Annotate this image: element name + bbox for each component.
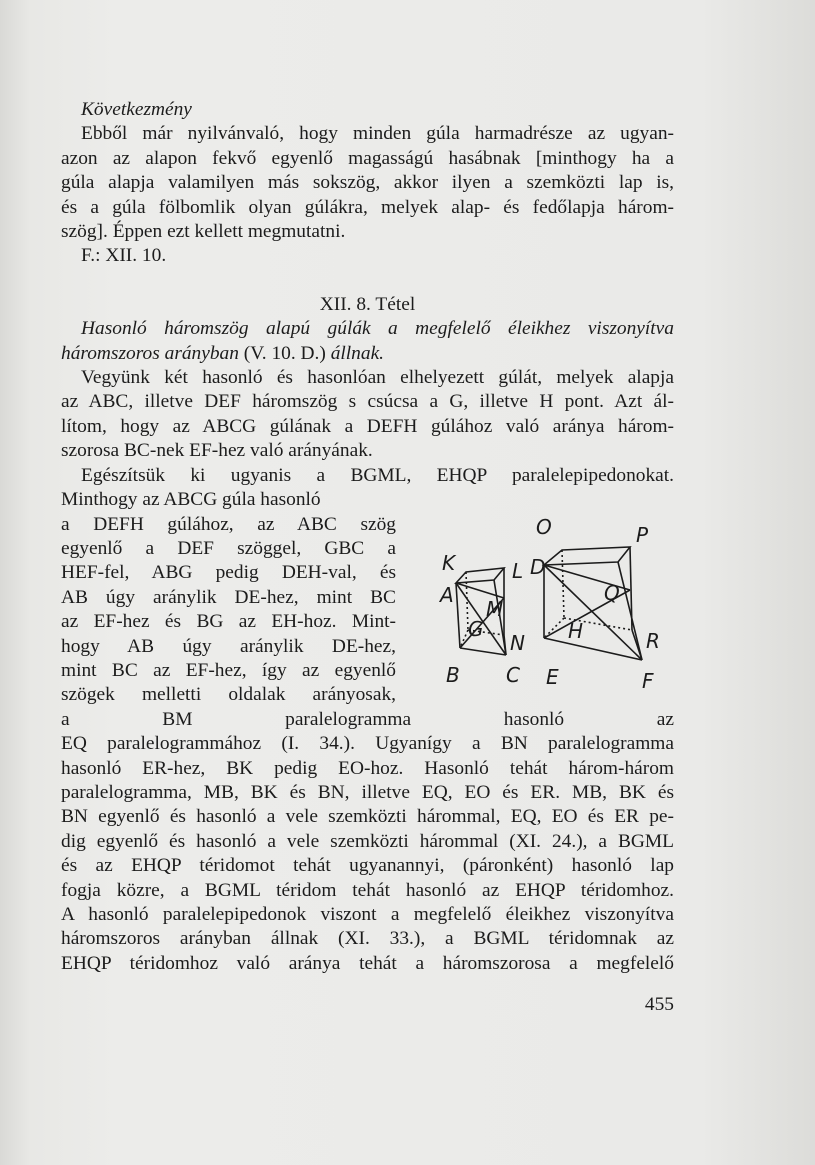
text-line: és az EHQP téridomot tehát ugyanannyi, (páronként) hasonló lap	[61, 855, 674, 877]
figure-label: F	[642, 669, 654, 691]
text-line: szorosa BC-nek EF-hez való arányának.	[61, 440, 373, 462]
figure-label: K	[442, 551, 456, 576]
figure-label: M	[486, 597, 504, 622]
theorem-title: XII. 8. Tétel	[319, 293, 416, 315]
text-line: a DEFH gúlához, az ABC szög	[61, 513, 396, 535]
text-line: Hasonló háromszög alapú gúlák a megfelelő éleikhez viszonyítva	[81, 318, 674, 340]
text-line: mint BC az EF-hez, így az egyenlő	[61, 659, 396, 681]
pyramid-diagram	[406, 490, 674, 690]
figure-label: E	[546, 665, 559, 690]
text-line: fogja közre, a BGML téridom tehát hasonló az EHQP téridomhoz.	[61, 879, 674, 901]
figure-label: A	[440, 583, 454, 608]
text-line	[61, 342, 674, 366]
figure-label: G	[468, 617, 484, 642]
page-number: 455	[644, 994, 674, 1015]
text-line: Minthogy az ABCG gúla hasonló	[61, 489, 321, 511]
edge	[456, 583, 504, 598]
text-line: A hasonló paralelepipedonok viszont a megfelelő éleikhez viszonyítva	[61, 904, 674, 925]
text-line: lítom, hogy az ABCG gúlának a DEFH gúlához való aránya három-	[61, 415, 674, 437]
paragraph-1	[61, 122, 674, 244]
figure-label: L	[512, 559, 524, 584]
theorem-ref: (V. 10. D.)	[238, 342, 331, 364]
text-line: háromszoros arányban állnak (XI. 33.), a BGML téridomnak az	[61, 928, 674, 950]
theorem-text: állnak.	[330, 342, 385, 364]
hidden-edge	[460, 630, 468, 648]
figure-label: H	[568, 619, 584, 644]
text-line: EQ paralelogrammához (I. 34.). Ugyanígy a BN paralelogramma	[61, 733, 674, 755]
figure-label: R	[646, 629, 660, 654]
figure-label: O	[536, 515, 552, 540]
figure-label: C	[506, 663, 520, 688]
text-line: Egészítsük ki ugyanis a BGML, EHQP paralelepipedonokat.	[81, 464, 674, 486]
text-line: Vegyünk két hasonló és hasonlóan elhelyezett gúlát, melyek alapja	[81, 367, 674, 389]
text-line: azon az alapon fekvő egyenlő magasságú hasábnak [minthogy ha a	[61, 147, 674, 169]
text-line: BN egyenlő és hasonló a vele szemközti hárommal, EQ, EO és ER pe-	[61, 806, 674, 828]
reference: F.: XII. 10.	[81, 245, 167, 267]
text-line: szögek melletti oldalak arányosak,	[61, 684, 396, 706]
text-line: gúla alapja valamilyen más sokszög, akkor ilyen a szemközti lap is,	[61, 172, 674, 194]
text-line: és a gúla fölbomlik olyan gúlákra, melyek alap- és fedőlapja három-	[61, 196, 674, 218]
small-top-face	[456, 568, 504, 583]
text-line: a BM paralelogramma hasonló az	[61, 708, 674, 730]
text-line: EHQP téridomhoz való aránya tehát a háromszorosa a megfelelő	[61, 952, 674, 974]
text-block	[61, 98, 674, 976]
paragraph-3	[61, 464, 674, 488]
theorem-text: háromszoros arányban	[61, 342, 239, 364]
large-top-face	[544, 547, 630, 565]
text-line: paralelogramma, MB, BK és BN, illetve EQ, EO és ER. MB, BK és	[61, 781, 674, 803]
text-line: HEF-fel, ABG pedig DEH-val, és	[61, 562, 396, 584]
edge	[630, 547, 632, 630]
edge	[456, 583, 460, 648]
edge	[544, 638, 642, 660]
text-line: az EF-hez és BG az EH-hoz. Mint-	[61, 611, 396, 633]
text-line: hogy AB úgy aránylik DE-hez,	[61, 635, 396, 657]
figure-label: B	[446, 663, 460, 688]
text-line: Ebből már nyilvánvaló, hogy minden gúla harmadrésze az ugyan-	[81, 123, 674, 145]
paragraph-2	[61, 366, 674, 464]
text-line: hasonló ER-hez, BK pedig EO-hoz. Hasonló tehát három-három	[61, 757, 674, 779]
text-line: szög]. Éppen ezt kellett megmutatni.	[61, 221, 346, 243]
figure-label: Q	[604, 581, 620, 606]
section-heading: Következmény	[81, 99, 192, 120]
text-line: AB úgy aránylik DE-hez, mint BC	[61, 586, 396, 608]
edge	[460, 648, 506, 655]
text-line: dig egyenlő és hasonló a vele szemközti hárommal (XI. 24.), a BGML	[61, 830, 674, 852]
figure-label: N	[510, 631, 525, 656]
text-line: egyenlő a DEF szöggel, GBC a	[61, 537, 396, 559]
figure-pyramids	[406, 490, 674, 690]
figure-label: P	[636, 523, 649, 548]
figure-label: D	[530, 555, 546, 580]
theorem-statement	[61, 317, 674, 366]
text-line: az ABC, illetve DEF háromszög s csúcsa a G, illetve H pont. Azt ál-	[61, 391, 674, 413]
